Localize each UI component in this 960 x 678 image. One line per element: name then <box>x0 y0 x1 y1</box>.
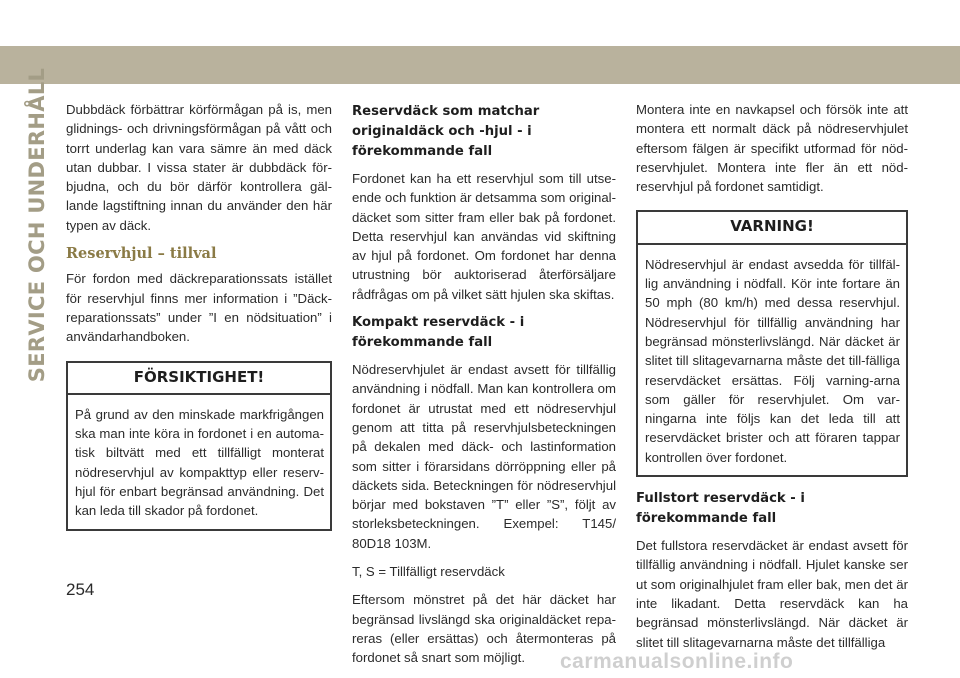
paragraph-full-size-spare: Det fullstora reservdäcket är endast avsett för tillfällig användning i nödfall. Hjulet kanske ser ut som originalhjulet fram eller bak, men det är inte likadant. Detta reservdäck kan ha begränsad mönsterlivslängd. När däcket är slitet till slitagevarnarna måste det tillfälliga <box>636 538 908 650</box>
paragraph-matching-spare: Fordonet kan ha ett reservhjul som till utse-ende och funktion är detsamma som original-däcket som sitter fram eller bak på fordonet. Detta reservhjul kan användas vid skiftning av hjul på fordonet. Om fordonet har denna utrustning bör auktoriserad återförsäljare rådfrågas om på vilket sätt hjulen ska skiftas. <box>352 171 616 302</box>
warning-box <box>636 210 908 477</box>
warning-title: VARNING! <box>638 212 906 244</box>
heading-matching-spare: Reservdäck som matchar originaldäck och -hjul - i förekommande fall <box>352 104 540 159</box>
caution-box <box>66 361 332 531</box>
header-bar <box>0 46 960 84</box>
page-number: 254 <box>66 580 95 599</box>
column-right <box>636 100 908 661</box>
caution-text: På grund av den minskade markfrigången ska man inte köra in fordonet i en automa-tisk biltvätt med ett tillfälligt monterat nödreservhjul av kompakttyp eller reserv-hjul för enbart begränsad användning. Det kan leda till skador på fordonet. <box>75 406 324 519</box>
paragraph-ts-definition: T, S = Tillfälligt reservdäck <box>352 564 505 580</box>
side-tab-label: SERVICE OCH UNDERHÅLL <box>25 67 50 383</box>
column-left <box>66 100 332 543</box>
warning-text: Nödreservhjul är endast avsedda för tillfäl-lig användning i nödfall. Kör inte fortare än 50 mph (80 km/h) med dessa reservhjul. Nödreservhjul för tillfällig användning har begränsad mönsterlivslängd. När däcket är slitet till slitagevarnarna måste det till-fälliga reservdäcket ersättas. Följ varning-arna som gäller för reservhjulet. Om var-ningarna inte följs kan det leda till att reservdäcket brister och att föraren tappar kontrollen över fordonet. <box>645 256 900 465</box>
paragraph-tread-life: Eftersom mönstret på det här däcket har begränsad livslängd ska originaldäcket repa-reras (eller ersättas) och återmonteras på fordonet så snart som möjligt. <box>352 592 616 666</box>
site-watermark: carmanualsonline.info <box>560 650 794 673</box>
section-side-tab <box>22 67 52 383</box>
paragraph-studded-tires: Dubbdäck förbättrar körförmågan på is, men glidnings- och drivningsförmågan på vått och torrt underlag kan vara sämre än med däck utan dubbar. I vissa stater är dubbdäck för-bjudna, och du bör därför kontrollera gäl-lande lagstiftning innan du använder den här typen av däck. <box>66 102 332 233</box>
paragraph-compact-spare: Nödreservhjulet är endast avsett för tillfällig användning i nödfall. Man kan kontrollera om fordonet är utrustat med ett nödreservhjul genom att titta på reservhjulsbeteckningen på dekalen med däck- och lastinformation som sitter i förarsidans dörröppning eller på däckets sida. Beteckningen för nödreservhjul börjar med bokstaven ”T” eller ”S”, följt av storleksbeteckningen. Exempel: T145/ 80D18 103M. <box>352 362 616 551</box>
header-band <box>0 0 960 84</box>
section-title-spare-wheel: Reservhjul – tillval <box>66 245 217 263</box>
heading-full-size-spare: Fullstort reservdäck - i förekommande fall <box>636 491 805 527</box>
paragraph-repair-kit: För fordon med däckreparationssats istället för reservhjul finns mer information i ”Däck-reparationssats” under ”I en nödsituation” i användarhandboken. <box>66 271 332 345</box>
heading-compact-spare: Kompakt reservdäck - i förekommande fall <box>352 315 525 351</box>
paragraph-hubcap: Montera inte en navkapsel och försök inte att montera ett normalt däck på nödreservhjulet eftersom fälgen är specifikt utformad för nöd-reservhjulet. Montera inte fler än ett nöd-reservhjul på fordonet samtidigt. <box>636 102 908 195</box>
caution-title: FÖRSIKTIGHET! <box>68 363 330 395</box>
column-middle <box>352 100 616 677</box>
